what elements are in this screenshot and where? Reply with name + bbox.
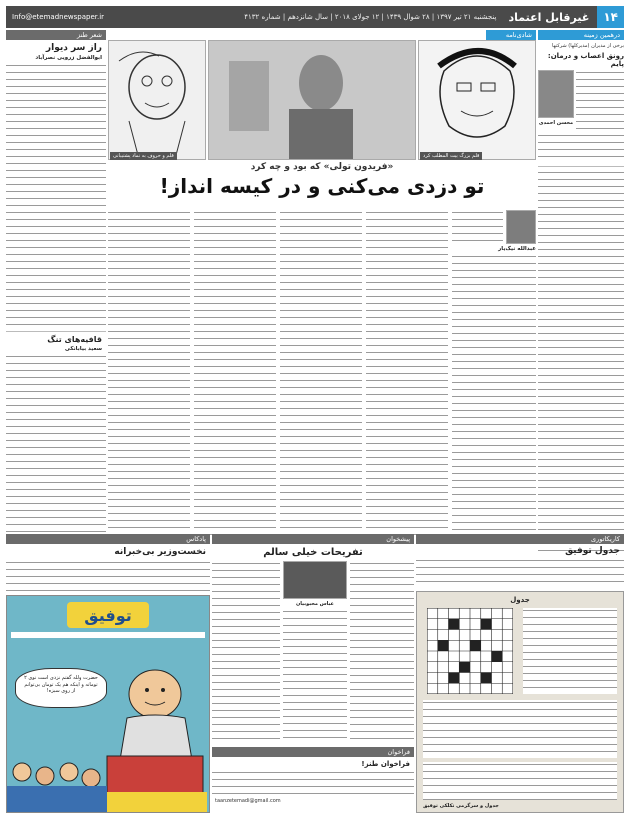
lead-author: عبدالله نیک‌یار — [498, 246, 536, 252]
header-email[interactable]: Info@etemadnewspaper.ir — [12, 13, 105, 21]
crossword-footer: جدول و سرگرمی تکلکی توفیق — [423, 803, 499, 809]
caricature-right — [418, 40, 536, 160]
caption-left: قلم و حروف به نماد پشتیبانی — [110, 152, 177, 160]
cover-illustration — [97, 656, 207, 812]
left-column-author-2: سعید بیابانکی — [64, 346, 102, 352]
middle-col-2 — [283, 609, 347, 743]
middle-author-photo — [283, 561, 347, 599]
cover-logo — [67, 602, 149, 628]
magazine-tag: پادکاس — [6, 534, 210, 544]
right-column-intro — [538, 133, 624, 163]
lead-col-2 — [366, 210, 448, 538]
middle-author: عباس محبوبیان — [296, 601, 334, 607]
left-column — [6, 30, 106, 538]
cover-title: توفیق — [84, 605, 132, 625]
crossword-grid — [427, 608, 513, 694]
lead-headline: تو دزدی می‌کنی و در کیسه انداز! — [159, 174, 485, 198]
lead-col-5 — [108, 210, 190, 538]
page-header — [6, 6, 624, 28]
middle-headline: تفریحات خیلی سالم — [263, 547, 363, 558]
right-column — [538, 30, 624, 538]
lead-kicker: «فریدون تولی» که بود و چه کرد — [250, 162, 394, 172]
lead-col-1 — [452, 254, 536, 538]
author-photo — [538, 70, 574, 118]
left-poem-2 — [6, 354, 106, 534]
crossword-clues-down — [523, 608, 617, 694]
middle-col-3 — [212, 561, 280, 741]
right-column-body — [538, 170, 624, 555]
middle-section — [212, 534, 414, 814]
crossword-tag: کاریکاتوری — [416, 534, 624, 544]
section-title: غیرقابل اعتماد — [508, 10, 590, 24]
crossword-grid-title: جدول — [510, 596, 530, 604]
middle-email[interactable]: taanzetemadi@gmail.com — [215, 798, 281, 804]
lead-author-photo — [506, 210, 536, 244]
left-column-headline-2: قافیه‌های تنگ — [47, 335, 102, 344]
middle-headline-2: فراخوان طنز! — [361, 760, 410, 768]
page-number: ۱۴ — [597, 6, 624, 28]
right-column-author: محسن احمدی — [538, 120, 574, 127]
caption-right: قلم بزرگ بیت المطلب کرد — [420, 152, 482, 160]
cover-speech-bubble: حضرت ولله گفتم نزدی است نوی ۲ تومانه و اینکه هم یک تومان بی‌توانم از روی سبزه! — [15, 668, 107, 708]
lead-col-4 — [194, 210, 276, 538]
crossword-scan — [416, 591, 624, 813]
cover-crowd — [7, 742, 107, 812]
crossword-clues-more — [423, 762, 617, 800]
caricature-left — [108, 40, 206, 160]
right-column-subtitle: برخی از مدیران (مدیرکلها) شرکتها — [552, 43, 624, 49]
crossword-section — [416, 534, 624, 814]
left-column-tag: شعر طنز — [6, 30, 106, 40]
center-photo — [208, 40, 416, 160]
top-strip — [108, 30, 536, 160]
right-column-tag: درهمین زمینه — [538, 30, 624, 40]
date-line: پنجشنبه ۲۱ تیر ۱۳۹۷ | ۲۸ شوال ۱۴۳۹ | ۱۲ جولای ۲۰۱۸ | سال شانزدهم | شماره ۴۱۳۲ — [244, 13, 497, 21]
lead-headline-block — [108, 162, 536, 208]
crossword-clues-across — [423, 700, 617, 758]
middle-tag: پیشخوان — [212, 534, 414, 544]
right-column-headline: رونق اعصاب و درمان: پایم — [547, 52, 624, 69]
cover-strip — [11, 632, 205, 638]
middle-tag-2: فراخوان — [212, 747, 414, 757]
lead-body — [108, 210, 536, 538]
top-strip-tag: شادی‌نامه — [486, 30, 536, 40]
left-column-headline: راز سر دیوار — [45, 43, 102, 53]
middle-col-1 — [350, 561, 414, 741]
magazine-intro — [6, 560, 210, 592]
crossword-headline: جدول توفیق — [565, 546, 620, 556]
left-column-author: ابوالفضل زرویی نصرآباد — [35, 55, 102, 61]
middle-call-text — [212, 770, 414, 798]
magazine-headline: نخست‌وزیر بی‌خبرانه — [114, 547, 206, 557]
left-poem-1 — [6, 63, 106, 328]
crossword-intro — [416, 558, 624, 588]
lead-col-3 — [280, 210, 362, 538]
magazine-cover — [6, 595, 210, 813]
right-column-text — [576, 70, 624, 130]
magazine-section — [6, 534, 210, 814]
